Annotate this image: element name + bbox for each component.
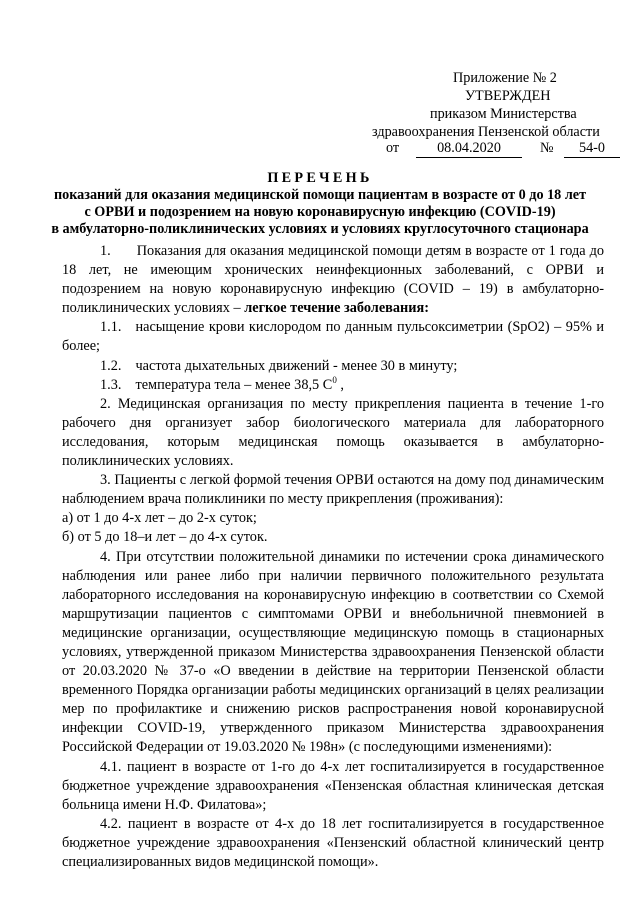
- order-label: приказом Министерства: [430, 106, 577, 122]
- paragraph-4: 4. При отсутствии положительной динамики по истечении срока динамического наблюдения или ранее либо при наличии первичного положительного результата лабораторного исследования на коронавирусную инфекцию в соответствии со Схемой маршрутизации пациентов с симптомами ОРВИ и внебольничной пневмонией в медицинские организации, осуществляющие медицинскую помощь в стационарных условиях, утвержденной приказом Министерства здравоохранения Пензенской области от 20.03.2020 № 37-о «О введении в действие на территории Пензенской области временного Порядка организации работы медицинских организаций в целях реализации мер по профилактике и снижению рисков распространения новой коронавирусной инфекции COVID-19, утвержденного приказом Министерства здравоохранения Российской Федерации от 19.03.2020 № 198н» (с последующими изменениями):: [62, 548, 604, 756]
- subtitle-line-2: с ОРВИ и подозрением на новую коронавирусную инфекцию (COVID-19): [84, 204, 556, 220]
- document-body: [62, 242, 604, 872]
- paragraph-3: 3. Пациенты с легкой формой течения ОРВИ остаются на дому под динамическим наблюдением врача поликлиники по месту прикрепления (проживания):: [62, 472, 604, 508]
- paragraph-1-2: 1.2. частота дыхательных движений - менее 30 в минуту;: [100, 357, 458, 374]
- paragraph-4-1: 4.1. пациент в возрасте от 1-го до 4-х лет госпитализируется в государственное бюджетное учреждение здравоохранения «Пензенская областная клиническая детская больница имени Н.Ф. Филатова»;: [62, 758, 604, 813]
- from-label: от: [386, 140, 400, 156]
- approval-date-number: [372, 138, 620, 158]
- approval-date: 08.04.2020: [416, 140, 522, 158]
- approved-label: УТВЕРЖДЕН: [465, 88, 551, 104]
- paragraph-4-2: 4.2. пациент в возрасте от 4-х до 18 лет госпитализируется в государственное бюджетное учреждение здравоохранения «Пензенский областной клинический центр специализированных видов медицинской помощи».: [62, 815, 604, 870]
- paragraph-1-1: 1.1. насыщение крови кислородом по данным пульсоксиметрии (SpO2) – 95% и более;: [62, 319, 604, 355]
- subtitle-line-1: показаний для оказания медицинской помощи пациентам в возрасте от 0 до 18 лет: [53, 187, 587, 203]
- paragraph-1: 1. Показания для оказания медицинской помощи детям в возрасте от 1 года до 18 лет, не имеющим хронических неинфекционных заболеваний, с ОРВИ и подозрением на новую коронавирусную инфекцию (COVID – 19) в амбулаторно-поликлинических условиях – легкое течение заболевания:: [62, 243, 604, 317]
- number-label: №: [540, 140, 554, 156]
- appendix-label: Приложение № 2: [453, 70, 557, 86]
- approval-number: 54-0: [564, 140, 620, 158]
- subtitle-line-3: в амбулаторно-поликлинических условиях и условиях круглосуточного стационара: [51, 221, 589, 237]
- paragraph-1-3: 1.3. температура тела – менее 38,5 $С^0$ ,: [100, 374, 344, 393]
- document-title: ПЕРЕЧЕНЬ: [267, 170, 373, 186]
- paragraph-2: 2. Медицинская организация по месту прикрепления пациента в течение 1-го рабочего дня организует забор биологического материала для лабораторного исследования, которым медицинская помощь оказывается в амбулаторно-поликлинических условиях.: [62, 395, 604, 470]
- paragraph-3-a: а) от 1 до 4-х лет – до 2-х суток;: [62, 510, 257, 527]
- ministry-label: здравоохранения Пензенской области: [372, 124, 600, 140]
- paragraph-3-b: б) от 5 до 18–и лет – до 4-х суток.: [62, 529, 268, 546]
